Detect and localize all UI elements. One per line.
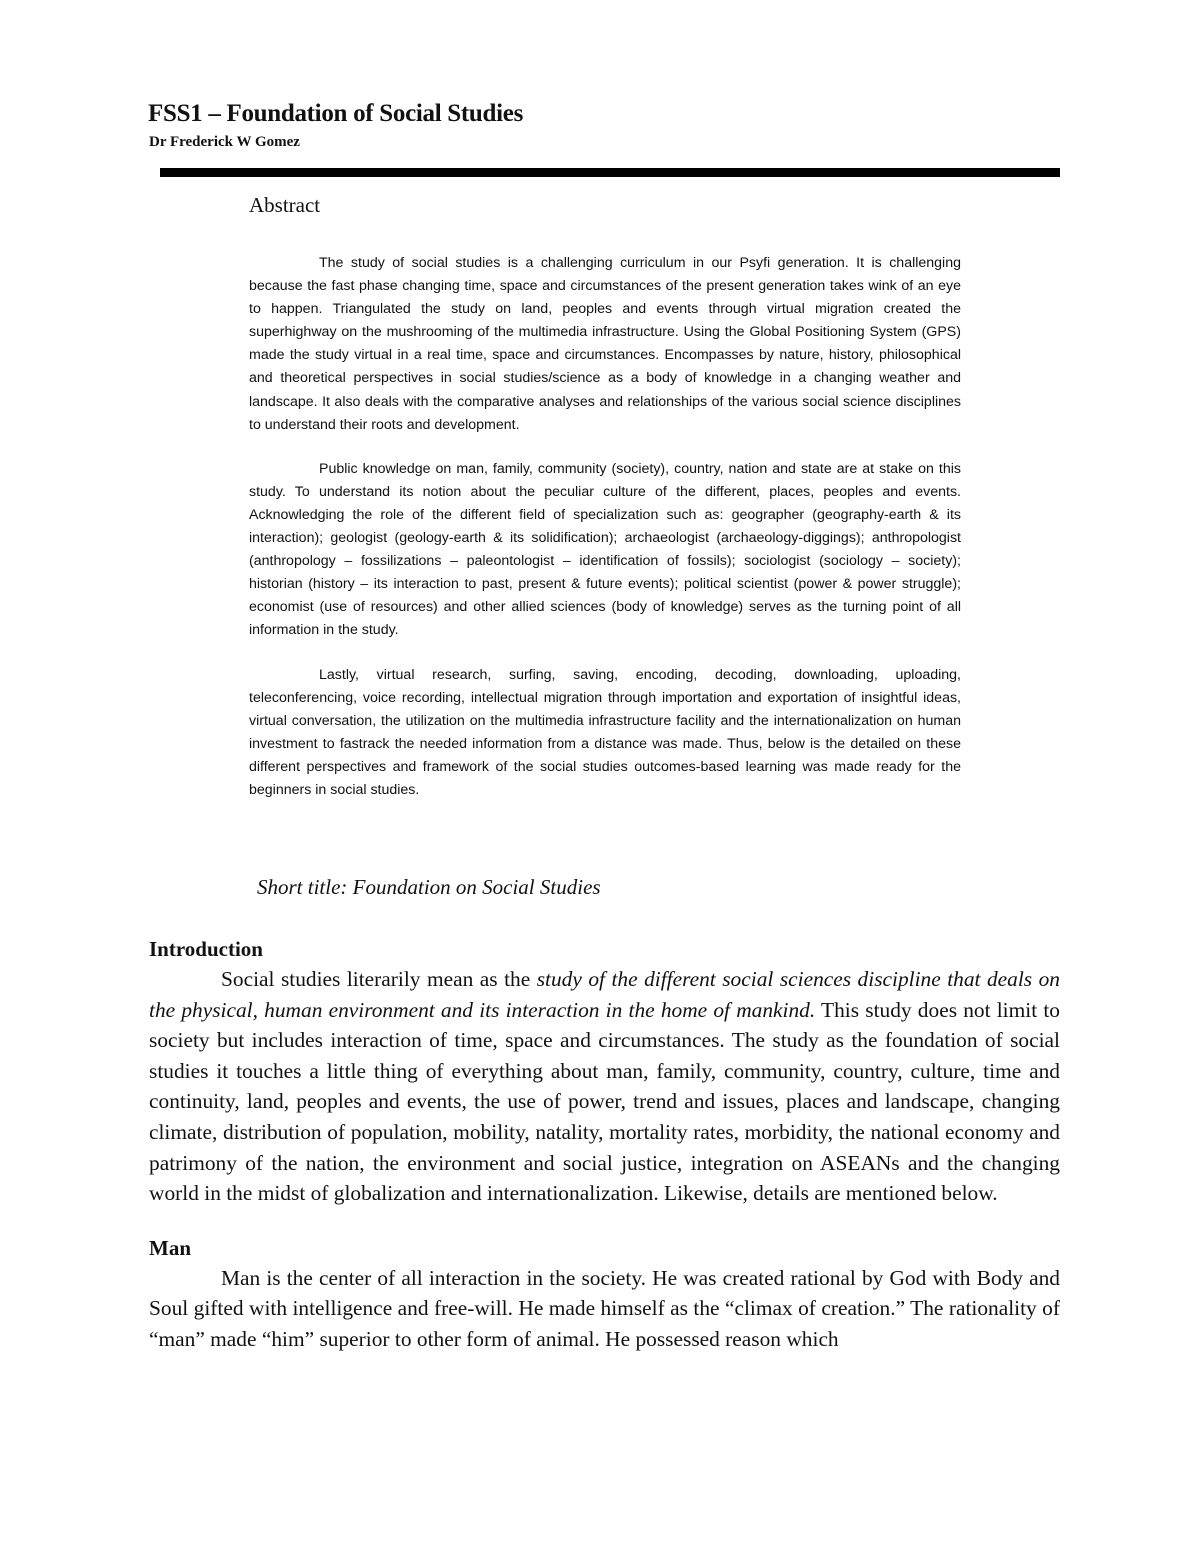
short-title: Short title: Foundation on Social Studies <box>257 875 601 899</box>
introduction-paragraph <box>149 964 1060 1209</box>
author-name: Dr Frederick W Gomez <box>149 134 300 150</box>
introduction-rest: This study does not limit to society but includes interaction of time, space and circumstances. The study as the foundation of social studies it touches a little thing of everything about man, family, community, country, culture, time and continuity, land, peoples and events, the use of power, trend and issues, places and landscape, changing climate, distribution of population, mobility, natality, mortality rates, morbidity, the national economy and patrimony of the nation, the environment and social justice, integration on ASEANs and the changing world in the midst of globalization and internationalization. Likewise, details are mentioned below. <box>149 997 1060 1206</box>
abstract-paragraph-2: Public knowledge on man, family, community (society), country, nation and state are at stake on this study. To understand its notion about the peculiar culture of the different, places, peoples and events. Acknowledging the role of the different field of specialization such as: geographer (geography-earth & its interaction); geologist (geology-earth & its solidification); archaeologist (archaeology-diggings); anthropologist (anthropology – fossilizations – paleontologist – identification of fossils); sociologist (sociology – society); historian (history – its interaction to past, present & future events); political scientist (power & power struggle); economist (use of resources) and other allied sciences (body of knowledge) serves as the turning point of all information in the study. <box>249 460 961 639</box>
abstract-paragraph-3: Lastly, virtual research, surfing, saving, encoding, decoding, downloading, uploading, teleconferencing, voice recording, intellectual migration through importation and exportation of insightful ideas, virtual conversation, the utilization on the multimedia infrastructure facility and the internationalization on human investment to fastrack the needed information from a distance was made. Thus, below is the detailed on these different perspectives and framework of the social studies outcomes-based learning was made ready for the beginners in social studies. <box>249 666 961 798</box>
introduction-heading: Introduction <box>149 937 263 961</box>
man-paragraph: Man is the center of all interaction in the society. He was created rational by God with Body and Soul gifted with intelligence and free-will. He made himself as the “climax of creation.” The rationality of “man” made “him” superior to other form of animal. He possessed reason which <box>149 1265 1060 1351</box>
man-heading: Man <box>149 1235 191 1260</box>
abstract-body <box>249 252 961 823</box>
main-body <box>149 934 1060 1355</box>
course-title: FSS1 – Foundation of Social Studies <box>148 100 524 127</box>
introduction-definition: study of the different social sciences discipline that deals on the physical, human environment and its interaction in the home of mankind. <box>149 967 1060 1022</box>
abstract-heading: Abstract <box>249 193 321 217</box>
header-divider <box>160 168 1060 177</box>
section-gap <box>149 1209 1060 1233</box>
introduction-lead: Social studies literarily mean as the <box>221 967 537 991</box>
abstract-paragraph-1: The study of social studies is a challenging curriculum in our Psyfi generation. It is challenging because the fast phase changing time, space and circumstances of the present generation takes wink of an eye to happen. Triangulated the study on land, peoples and events through virtual migration created the superhighway on the mushrooming of the multimedia infrastructure. Using the Global Positioning System (GPS) made the study virtual in a real time, space and circumstances. Encompasses by nature, history, philosophical and theoretical perspectives in social studies/science as a body of knowledge in a changing weather and landscape. It also deals with the comparative analyses and relationships of the various social science disciplines to understand their roots and development. <box>249 255 961 433</box>
